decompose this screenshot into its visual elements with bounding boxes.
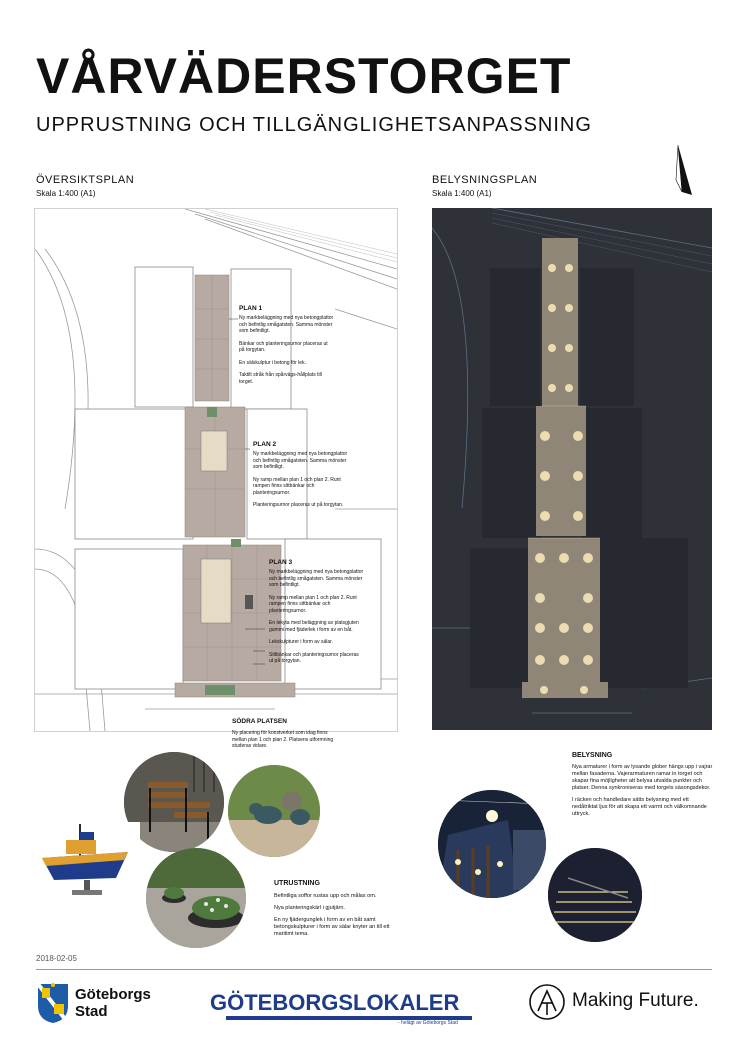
equipment-paragraph: Nya planteringskärl i gjutjärn. (274, 905, 345, 911)
lighting-text (572, 764, 714, 823)
goteborgs-stad-crest-icon (36, 982, 70, 1024)
south-place-label: SÖDRA PLATSEN (232, 718, 287, 725)
overview-plan-map (34, 208, 398, 732)
photo-seal-sculptures (228, 765, 320, 857)
goteborgslokaler-logo: GÖTEBORGSLOKALER (210, 990, 460, 1015)
plan2-label: PLAN 2 (253, 441, 277, 448)
plan3-note: En lekyta med beläggning av platsgjuten gummi med fjäderlek i form av en båt. (269, 620, 359, 633)
plan1-note: Ny markbeläggning med nya betongplattor och befintlig smågatsten. Samma mönster som befintligt. (239, 315, 334, 334)
goteborgs-stad-logo-line1: Göteborgs (75, 986, 151, 1003)
page-subtitle: UPPRUSTNING OCH TILLGÄNGLIGHETSANPASSNING (36, 114, 592, 136)
lighting-photo-stairs (548, 848, 642, 942)
page-title: VÅRVÄDERSTORGET (36, 48, 572, 104)
plan2-notes (253, 451, 348, 515)
document-date: 2018-02-05 (36, 954, 77, 963)
equipment-title: UTRUSTNING (274, 880, 320, 887)
photo-boat-spring-rider (36, 822, 140, 898)
lighting-title: BELYSNING (572, 752, 613, 759)
lighting-photo-globes (438, 790, 546, 898)
equipment-paragraph: Befintliga soffor rustas upp och målas om. (274, 893, 377, 899)
plan1-note: Bänkar och planteringsurnor placeras ut på torgytan. (239, 340, 328, 353)
north-arrow-icon (670, 140, 700, 200)
lighting-heading: BELYSNINGSPLAN (432, 174, 538, 186)
plan3-note: Sittbänkar och planteringsurnor placeras ut på torgytan. (269, 651, 359, 664)
south-place-text: Ny placering för konstverket som idag finns mellan plan 1 och plan 2. Platsens utformning studeras vidare. (232, 730, 334, 749)
plan1-label: PLAN 1 (239, 305, 263, 312)
footer-divider (36, 969, 712, 970)
plan3-note: Ny ramp mellan plan 1 och plan 2. Runt rampen finns sittbänkar och planteringsurnor. (269, 594, 357, 614)
plan3-label: PLAN 3 (269, 559, 293, 566)
plan2-note: Ny ramp mellan plan 1 och plan 2. Runt rampen finns sittbänkar och planteringsurnor. (253, 476, 341, 496)
plan1-note: En sälskulptur i betong för lek. (239, 359, 306, 366)
plan1-note: Taktilt stråk från spårvägs-hållplats till torget. (239, 372, 322, 385)
plan2-note: Planteringsurnor placeras ut på torgytan. (253, 502, 344, 508)
lighting-paragraph: Nya armaturer i form av lysande glober hängs upp i vajrar mellan fasaderna. Vajerarmaturen ramar in torget och skapar fina möjligheter att belysa utvalda punkter och platser. Denna synkroniseras med torgets säsongsdekor. (572, 764, 713, 791)
goteborgs-stad-logo (75, 986, 151, 1020)
photo-planters (146, 848, 246, 948)
overview-scale: Skala 1:400 (A1) (36, 189, 96, 198)
plan1-notes (239, 315, 334, 391)
overview-heading: ÖVERSIKTSPLAN (36, 174, 135, 186)
goteborgs-stad-logo-line2: Stad (75, 1003, 108, 1020)
plan3-note: Ny markbeläggning med nya betongplattor och befintlig smågatsten. Samma mönster som befintligt. (269, 569, 364, 588)
lighting-plan-map (432, 208, 712, 730)
goteborgslokaler-tagline: - helägt av Göteborgs Stad (398, 1020, 458, 1026)
equipment-paragraph: En ny fjädergunglek i form av en båt samt betongskulpturer i form av sälar knyter an till ett maritimt tema. (274, 917, 390, 937)
equipment-text (274, 893, 406, 943)
making-future-logo: Making Future. (572, 990, 699, 1011)
lighting-scale: Skala 1:400 (A1) (432, 189, 492, 198)
lighting-paragraph: I räcken och handledare sätts belysning med ett nedåtriktat ljus för att skapa ett varmt och välkomnande uttryck. (572, 797, 707, 817)
plan2-note: Ny markbeläggning med nya betongplattor och befintlig smågatsten. Samma mönster som befintligt. (253, 451, 348, 470)
plan3-notes (269, 569, 364, 671)
making-future-logo-icon (528, 983, 566, 1021)
plan3-note: Lekskulpturer i form av sälar. (269, 639, 333, 645)
